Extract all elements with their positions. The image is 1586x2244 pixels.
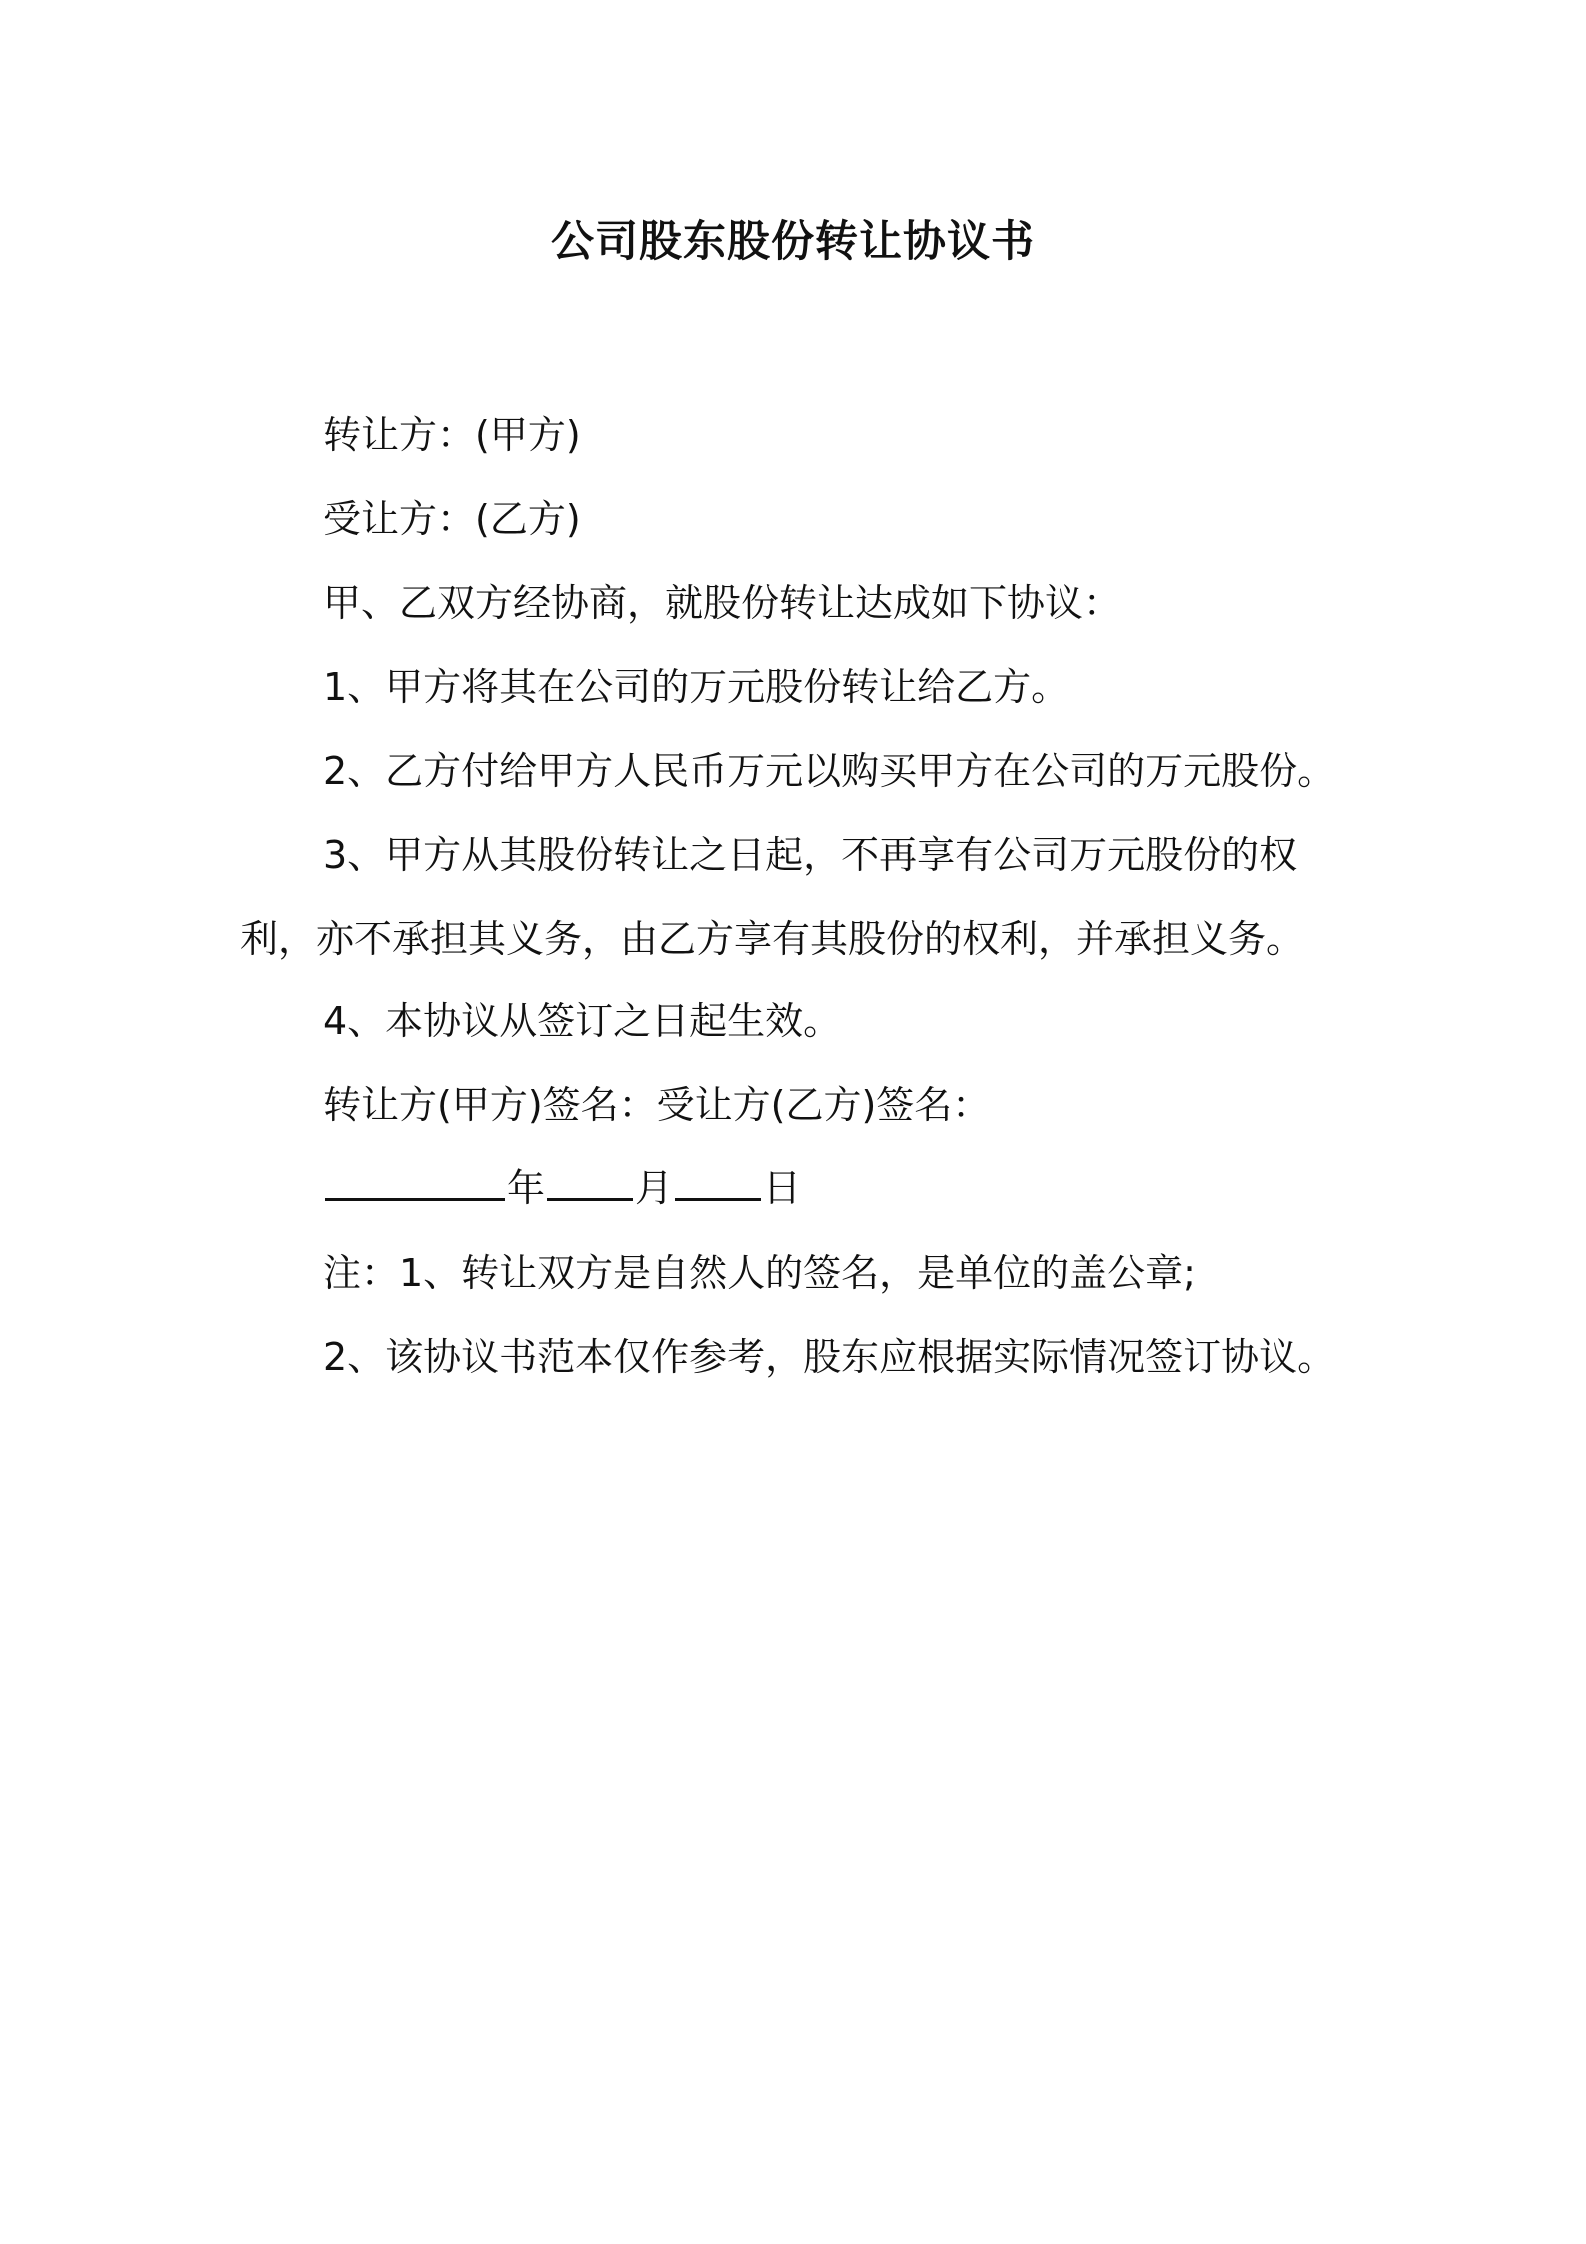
day-blank — [675, 1164, 761, 1201]
signature-line: 转让方(甲方)签名：受让方(乙方)签名： — [323, 1083, 991, 1127]
month-label: 月 — [635, 1166, 674, 1210]
note-2: 2、该协议书范本仅作参考，股东应根据实际情况签订协议。 — [323, 1335, 1336, 1379]
transferee-line: 受让方：(乙方) — [323, 497, 581, 541]
document-title: 公司股东股份转让协议书 — [551, 217, 1035, 267]
clause-1: 1、甲方将其在公司的万元股份转让给乙方。 — [323, 665, 1070, 709]
note-1: 注：1、转让双方是自然人的签名，是单位的盖公章; — [323, 1251, 1196, 1295]
year-blank — [325, 1164, 505, 1201]
date-line — [323, 1163, 801, 1213]
clause-3: 3、甲方从其股份转让之日起，不再享有公司万元股份的权 — [323, 833, 1298, 877]
preamble-line: 甲、乙双方经协商，就股份转让达成如下协议： — [323, 581, 1122, 625]
clause-3-continued: 利，亦不承担其义务，由乙方享有其股份的权利，并承担义务。 — [240, 917, 1305, 961]
transferor-line: 转让方：(甲方) — [323, 413, 581, 457]
clause-4: 4、本协议从签订之日起生效。 — [323, 999, 842, 1043]
day-label: 日 — [763, 1166, 802, 1210]
year-label: 年 — [507, 1166, 546, 1210]
clause-2: 2、乙方付给甲方人民币万元以购买甲方在公司的万元股份。 — [323, 749, 1336, 793]
month-blank — [547, 1164, 633, 1201]
